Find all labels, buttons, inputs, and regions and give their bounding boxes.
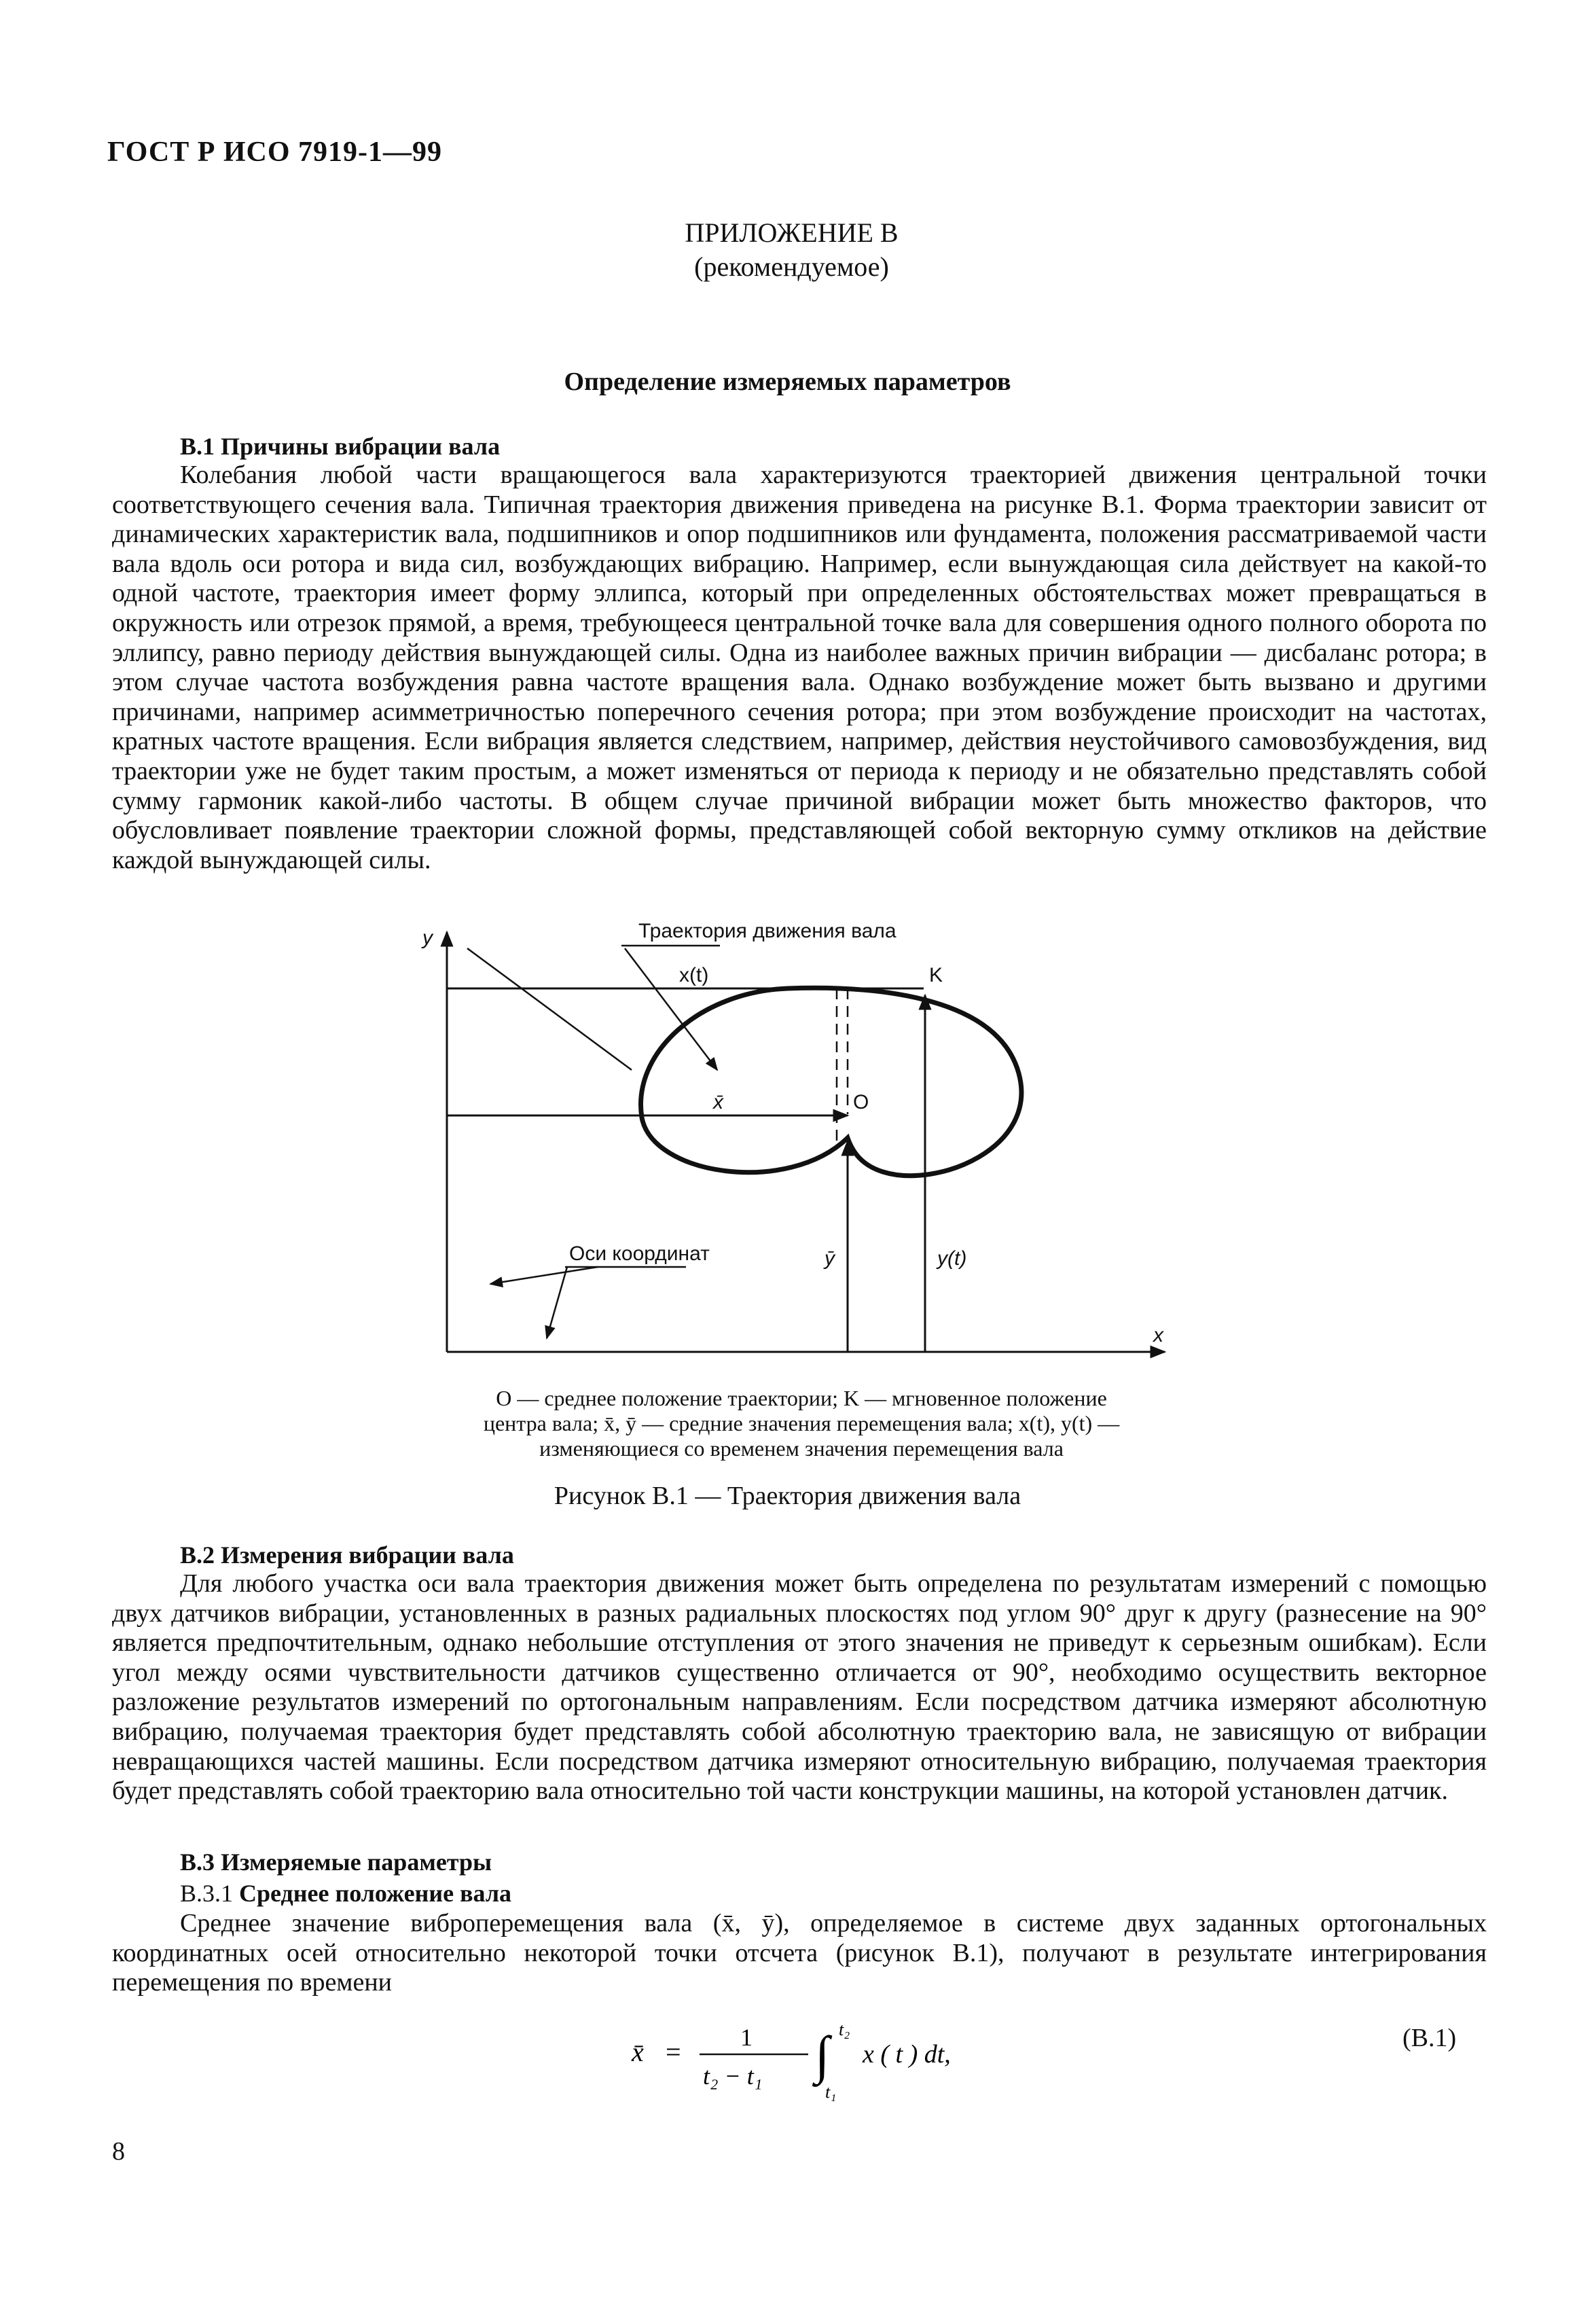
figure-notes xyxy=(380,1386,1223,1461)
section-b2-number: В.2 xyxy=(180,1541,215,1569)
section-b1-heading xyxy=(180,432,500,461)
section-b1-title: Причины вибрации вала xyxy=(221,433,501,460)
appendix-header xyxy=(0,216,1575,284)
section-b31-number: В.3.1 xyxy=(180,1880,234,1907)
section-b1-body xyxy=(112,461,1487,875)
appendix-title: ПРИЛОЖЕНИЕ В xyxy=(685,217,899,248)
section-b31-title: Среднее положение вала xyxy=(239,1880,512,1907)
xbar-label: x̄ xyxy=(713,1091,723,1113)
o-label: O xyxy=(853,1091,869,1113)
formula-numerator: 1 xyxy=(740,2024,753,2051)
section-b2-text: Для любого участка оси вала траектория движения может быть определена по результатам измерений с помощью двух датчиков вибрации, установленных в разных радиальных плоскостях под углом 90° друг к другу (разнесение на 90° является предпочтительным, однако небольшие отступления от этого значения не приведут к серьезным ошибкам). Если угол между осями чувствительности датчиков существенно отличается от 90°, необходимо осуществить векторное разложение результатов измерений по ортогональным направлениям. Если посредством датчика измеряют абсолютную вибрацию, получаемая траектория будет представлять собой абсолютную траекторию вала, не зависящую от вибрации невращающихся частей машины. Если посредством датчика измеряют относительную вибрацию, получаемая траектория будет представлять собой траекторию вала относительно той части конструкции машины, на которой установлен датчик. xyxy=(112,1569,1487,1806)
trajectory-curve xyxy=(641,988,1021,1175)
figure-b1 xyxy=(408,917,1189,1365)
ybar-label: ȳ xyxy=(825,1247,835,1270)
section-b1-text: Колебания любой части вращающегося вала характеризуются траекторией движения центральной точки соответствующего сечения вала. Типичная траектория движения приведена на рисунке В.1. Форма траектории зависит от динамических характеристик вала, подшипников и опор подшипников или фундамента, положения рассматриваемой части вала вдоль оси ротора и вида сил, возбуждающих вибрацию. Например, если вынуждающая сила действует на какой-то одной частоте, траектория имеет форму эллипса, который при определенных обстоятельствах может превращаться в окружность или отрезок прямой, а время, требующееся центральной точке вала для совершения одного полного оборота по эллипсу, равно периоду действия вынуждающей силы. Одна из наиболее важных причин вибрации — дисбаланс ротора; в этом случае частота возбуждения равна частоте вращения вала. Однако возбуждение может быть вызвано и другими причинами, например асимметричностью поперечного сечения ротора; при этом возбуждение происходит на частотах, кратных частоте вращения. Если вибрация является следствием, например, действия неустойчивого самовозбуждения, вид траектории уже не будет таким простым, а может изменяться от периода к периоду и не обязательно представлять собой сумму гармоник какой-либо частоты. В общем случае причиной вибрации может быть множество факторов, что обусловливает появление траектории сложной формы, представляющей собой векторную сумму откликов на действие каждой вынуждающей силы. xyxy=(112,461,1487,874)
formula-lower-limit: t₁ xyxy=(825,2082,837,2102)
formula-number: (В.1) xyxy=(1402,2024,1457,2052)
appendix-subtitle: (рекомендуемое) xyxy=(694,251,889,282)
section-b1-number: В.1 xyxy=(180,433,215,460)
page-number: 8 xyxy=(112,2137,125,2166)
main-title: Определение измеряемых параметров xyxy=(564,368,1011,396)
formula-integrand: x ( t ) dt, xyxy=(863,2040,951,2069)
k-label: K xyxy=(929,964,943,986)
section-b2-body xyxy=(112,1569,1487,1806)
figure-notes-line-2: центра вала; x̄, ȳ — средние значения перемещения вала; x(t), y(t) — xyxy=(483,1411,1120,1435)
yt-label: y(t) xyxy=(937,1247,967,1270)
section-b3-heading xyxy=(180,1848,492,1876)
section-b2-title: Измерения вибрации вала xyxy=(221,1541,514,1569)
section-b31-text: Среднее значение виброперемещения вала (x̄, ȳ), определяемое в системе двух заданных ортогональных координатных осей относительно некоторой точки отсчета (рисунок В.1), получают в результате интегрирования перемещения по времени xyxy=(112,1909,1487,1997)
section-b31-heading xyxy=(180,1879,511,1908)
svg-text:∫: ∫ xyxy=(815,2025,830,2084)
section-b31-body xyxy=(112,1909,1487,1998)
trajectory-diagram xyxy=(408,917,1189,1365)
figure-notes-line-3: изменяющиеся со временем значения перемещения вала xyxy=(539,1436,1064,1461)
section-b3-title: Измеряемые параметры xyxy=(221,1848,492,1876)
axes-leader-2 xyxy=(547,1267,567,1338)
figure-notes-line-1: O — среднее положение траектории; K — мгновенное положение xyxy=(496,1386,1107,1410)
axes-leader-1 xyxy=(490,1267,598,1284)
xt-label: x(t) xyxy=(679,964,709,986)
formula-equals: = xyxy=(666,2037,681,2067)
document-code: ГОСТ Р ИСО 7919-1—99 xyxy=(107,137,443,168)
figure-caption: Рисунок В.1 — Траектория движения вала xyxy=(554,1482,1021,1510)
trajectory-leader-2 xyxy=(467,948,632,1070)
x-axis-label: x xyxy=(1153,1324,1163,1346)
axes-label: Оси координат xyxy=(569,1243,710,1265)
y-axis-label: y xyxy=(422,927,433,949)
formula-upper-limit: t₂ xyxy=(839,2020,850,2039)
formula-lhs: x̄ xyxy=(632,2037,644,2067)
formula-b1 xyxy=(611,2015,1019,2103)
section-b3-number: В.3 xyxy=(180,1848,215,1876)
section-b2-heading xyxy=(180,1541,514,1569)
formula-denominator: t₂ − t₁ xyxy=(703,2062,763,2090)
trajectory-label: Траектория движения вала xyxy=(638,920,897,942)
